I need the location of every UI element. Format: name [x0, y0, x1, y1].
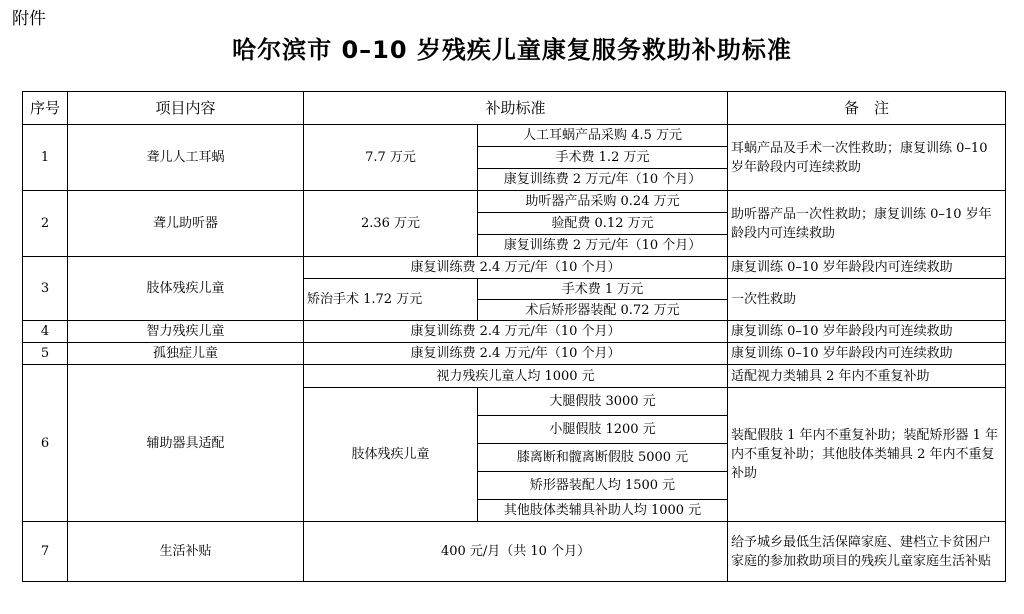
row-sub-standard: 其他肢体类辅具补助人均 1000 元: [478, 500, 728, 522]
row-remark: 助听器产品一次性救助；康复训练 0–10 岁年龄段内可连续救助: [728, 191, 1006, 257]
subsidy-standard-table: [22, 91, 1006, 582]
row-standard: 康复训练费 2.4 万元/年（10 个月）: [304, 257, 728, 279]
row-item: 肢体残疾儿童: [68, 257, 304, 321]
row-sub-standard: 人工耳蜗产品采购 4.5 万元: [478, 125, 728, 147]
row-sub-standard: 手术费 1 万元: [478, 279, 728, 300]
row-physical: 肢体残疾儿童: [304, 388, 478, 522]
row-standard: 康复训练费 2.4 万元/年（10 个月）: [304, 343, 728, 365]
row-remark: 一次性救助: [728, 279, 1006, 321]
row-item: 生活补贴: [68, 522, 304, 582]
row-sub-standard: 矫形器装配人均 1500 元: [478, 472, 728, 500]
row-sub-standard: 手术费 1.2 万元: [478, 147, 728, 169]
row-item: 辅助器具适配: [68, 365, 304, 522]
row-no: 5: [23, 343, 68, 365]
row-remark: 康复训练 0–10 岁年龄段内可连续救助: [728, 257, 1006, 279]
row-total: 2.36 万元: [304, 191, 478, 257]
table-row: [23, 522, 1006, 582]
row-item: 聋儿人工耳蜗: [68, 125, 304, 191]
table-row: [23, 125, 1006, 147]
table-row: [23, 257, 1006, 279]
table-row: [23, 365, 1006, 388]
row-sub-standard: 助听器产品采购 0.24 万元: [478, 191, 728, 213]
row-total: 7.7 万元: [304, 125, 478, 191]
document-title: 哈尔滨市 0–10 岁残疾儿童康复服务救助补助标准: [232, 36, 792, 64]
row-sub-standard: 康复训练费 2 万元/年（10 个月）: [478, 235, 728, 257]
row-sub-standard: 验配费 0.12 万元: [478, 213, 728, 235]
row-surgery: 矫治手术 1.72 万元: [304, 279, 478, 321]
row-sub-standard: 大腿假肢 3000 元: [478, 388, 728, 416]
table-row: [23, 321, 1006, 343]
row-item: 聋儿助听器: [68, 191, 304, 257]
row-no: 6: [23, 365, 68, 522]
attachment-label: 附件: [12, 9, 46, 29]
row-item: 智力残疾儿童: [68, 321, 304, 343]
row-item: 孤独症儿童: [68, 343, 304, 365]
row-remark: 装配假肢 1 年内不重复补助；装配矫形器 1 年内不重复补助；其他肢体类辅具 2 年内不重复补助: [728, 388, 1006, 522]
header-no: 序号: [23, 92, 68, 125]
row-no: 7: [23, 522, 68, 582]
row-no: 2: [23, 191, 68, 257]
row-standard: 400 元/月（共 10 个月）: [304, 522, 728, 582]
row-remark: 康复训练 0–10 岁年龄段内可连续救助: [728, 321, 1006, 343]
row-no: 4: [23, 321, 68, 343]
row-remark: 耳蜗产品及手术一次性救助；康复训练 0–10 岁年龄段内可连续救助: [728, 125, 1006, 191]
row-remark: 给予城乡最低生活保障家庭、建档立卡贫困户家庭的参加救助项目的残疾儿童家庭生活补贴: [728, 522, 1006, 582]
row-no: 1: [23, 125, 68, 191]
row-remark: 康复训练 0–10 岁年龄段内可连续救助: [728, 343, 1006, 365]
row-remark: 适配视力类辅具 2 年内不重复补助: [728, 365, 1006, 388]
row-standard: 视力残疾儿童人均 1000 元: [304, 365, 728, 388]
header-item: 项目内容: [68, 92, 304, 125]
row-no: 3: [23, 257, 68, 321]
table-row: [23, 343, 1006, 365]
row-sub-standard: 术后矫形器装配 0.72 万元: [478, 300, 728, 321]
row-sub-standard: 小腿假肢 1200 元: [478, 416, 728, 444]
header-remark: 备 注: [728, 92, 1006, 125]
table-header-row: [23, 92, 1006, 125]
table-row: [23, 191, 1006, 213]
header-standard: 补助标准: [304, 92, 728, 125]
row-sub-standard: 康复训练费 2 万元/年（10 个月）: [478, 169, 728, 191]
row-standard: 康复训练费 2.4 万元/年（10 个月）: [304, 321, 728, 343]
row-sub-standard: 膝离断和髋离断假肢 5000 元: [478, 444, 728, 472]
